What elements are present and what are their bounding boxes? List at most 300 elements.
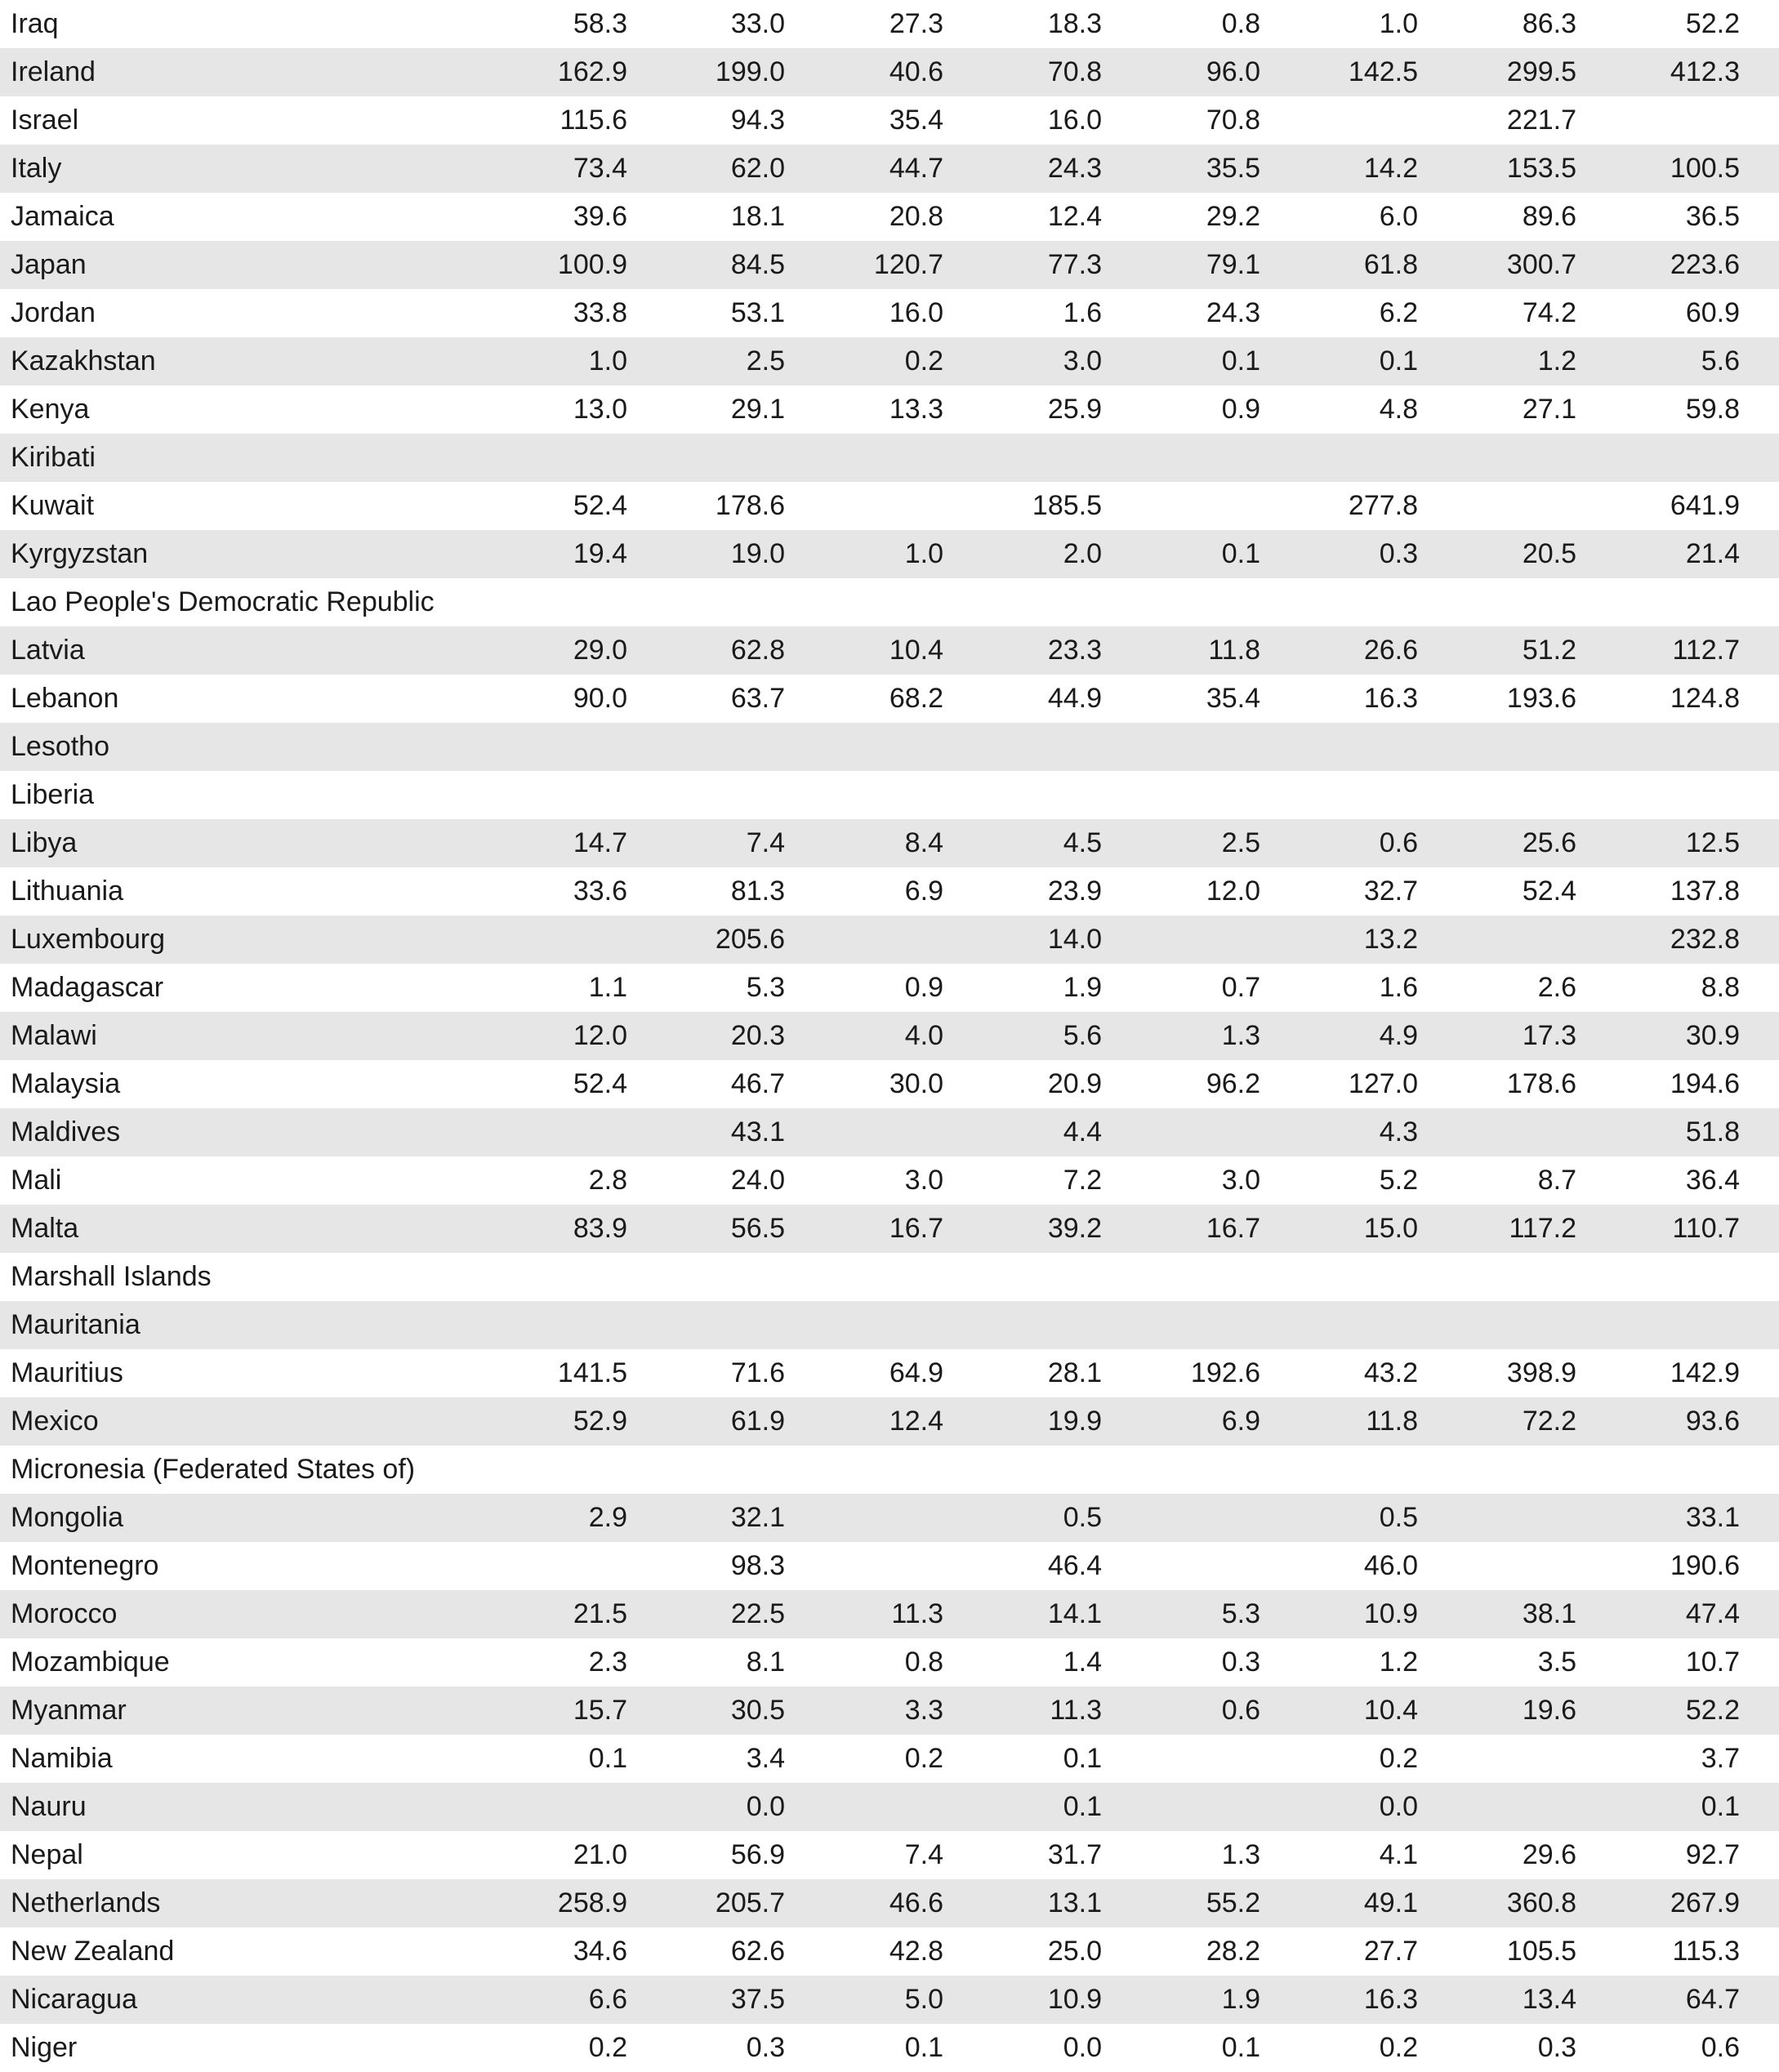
country-name-cell: Nepal <box>11 1839 83 1870</box>
country-name-cell: Myanmar <box>0 1687 505 1735</box>
value-cell: 38.1 <box>1418 1590 1576 1638</box>
value-cell: 6.0 <box>1379 201 1418 232</box>
value-cell: 40.6 <box>785 48 943 96</box>
value-cell: 8.1 <box>746 1646 785 1678</box>
value-cell: 1.3 <box>1221 1839 1260 1870</box>
value-cell: 190.6 <box>1670 1550 1740 1581</box>
country-name-cell: Mauritania <box>0 1301 505 1349</box>
value-cell: 51.2 <box>1418 626 1576 675</box>
table-row <box>0 1349 1779 1397</box>
value-cell: 12.5 <box>1576 819 1779 867</box>
country-name-cell: Kyrgyzstan <box>0 530 505 578</box>
country-name-cell: Iraq <box>11 8 59 39</box>
value-cell: 39.2 <box>943 1205 1102 1253</box>
value-cell: 52.2 <box>1576 1687 1779 1735</box>
country-name-cell: Ireland <box>0 48 505 96</box>
value-cell <box>785 1542 943 1590</box>
value-cell: 2.9 <box>505 1494 627 1542</box>
value-cell <box>505 1108 627 1156</box>
table-row <box>0 241 1779 289</box>
value-cell: 185.5 <box>1032 490 1102 521</box>
value-cell: 13.1 <box>943 1879 1102 1927</box>
value-cell: 115.3 <box>1672 1936 1740 1967</box>
country-name-cell: Mali <box>11 1165 62 1196</box>
value-cell: 19.4 <box>505 530 627 578</box>
table-row <box>0 1590 1779 1638</box>
value-cell: 1.1 <box>588 972 627 1003</box>
value-cell: 6.9 <box>1102 1397 1260 1446</box>
value-cell: 31.7 <box>1047 1839 1102 1870</box>
country-name-cell: Morocco <box>0 1590 505 1638</box>
value-cell <box>627 578 785 626</box>
value-cell <box>627 1253 785 1301</box>
value-cell: 3.4 <box>746 1743 785 1774</box>
country-name-cell: Kazakhstan <box>0 337 505 385</box>
value-cell: 30.0 <box>889 1068 943 1099</box>
value-cell: 16.7 <box>1102 1205 1260 1253</box>
table-row <box>0 1156 1779 1205</box>
value-cell: 3.7 <box>1701 1743 1740 1774</box>
value-cell <box>1102 578 1260 626</box>
value-cell: 11.8 <box>1102 626 1260 675</box>
value-cell <box>1418 1783 1576 1831</box>
value-cell: 60.9 <box>1685 297 1740 328</box>
value-cell: 3.0 <box>1221 1165 1260 1196</box>
value-cell: 11.8 <box>1260 1397 1418 1446</box>
value-cell: 33.1 <box>1576 1494 1779 1542</box>
value-cell <box>943 771 1102 819</box>
value-cell <box>785 1301 943 1349</box>
value-cell: 192.6 <box>1190 1357 1260 1388</box>
country-name-cell: Kuwait <box>11 490 95 521</box>
value-cell: 5.0 <box>785 1976 943 2024</box>
table-row <box>0 1301 1779 1349</box>
value-cell: 0.1 <box>588 1743 627 1774</box>
value-cell: 110.7 <box>1576 1205 1779 1253</box>
value-cell <box>785 482 943 530</box>
value-cell: 17.3 <box>1418 1012 1576 1060</box>
value-cell: 221.7 <box>1506 105 1576 136</box>
value-cell <box>943 1301 1102 1349</box>
value-cell <box>627 771 785 819</box>
table-row <box>0 1542 1779 1590</box>
value-cell <box>1260 1301 1418 1349</box>
value-cell: 29.2 <box>1206 201 1260 232</box>
value-cell: 16.3 <box>1260 1976 1418 2024</box>
value-cell: 13.3 <box>889 394 943 425</box>
value-cell: 0.9 <box>904 972 943 1003</box>
value-cell <box>1102 434 1260 482</box>
country-name-cell: Luxembourg <box>0 916 505 964</box>
value-cell: 137.8 <box>1670 876 1740 907</box>
value-cell: 89.6 <box>1522 201 1576 232</box>
value-cell <box>1576 96 1779 145</box>
value-cell <box>785 771 943 819</box>
value-cell <box>1260 723 1418 771</box>
value-cell: 2.5 <box>1102 819 1260 867</box>
value-cell <box>1102 1446 1260 1494</box>
value-cell: 21.0 <box>573 1839 627 1870</box>
country-name-cell: Maldives <box>0 1108 505 1156</box>
value-cell: 0.0 <box>1260 1783 1418 1831</box>
value-cell: 5.2 <box>1379 1165 1418 1196</box>
value-cell: 142.5 <box>1260 48 1418 96</box>
value-cell: 142.9 <box>1670 1357 1740 1388</box>
table-row <box>0 145 1779 193</box>
value-cell: 267.9 <box>1576 1879 1779 1927</box>
value-cell <box>785 723 943 771</box>
value-cell: 100.5 <box>1576 145 1779 193</box>
value-cell <box>1102 1735 1260 1783</box>
value-cell: 74.2 <box>1522 297 1576 328</box>
value-cell: 14.2 <box>1260 145 1418 193</box>
value-cell: 77.3 <box>943 241 1102 289</box>
value-cell: 30.9 <box>1576 1012 1779 1060</box>
value-cell: 29.6 <box>1522 1839 1576 1870</box>
country-name-cell: Mozambique <box>11 1646 170 1678</box>
value-cell: 1.0 <box>1379 8 1418 39</box>
value-cell <box>1260 434 1418 482</box>
value-cell: 96.2 <box>1206 1068 1260 1099</box>
country-name-cell: Nicaragua <box>0 1976 505 2024</box>
value-cell: 29.1 <box>730 394 785 425</box>
value-cell: 178.6 <box>715 490 785 521</box>
value-cell: 96.0 <box>1102 48 1260 96</box>
value-cell <box>1418 1108 1576 1156</box>
value-cell: 0.3 <box>1537 2032 1576 2063</box>
value-cell: 1.0 <box>785 530 943 578</box>
value-cell: 35.4 <box>889 105 943 136</box>
value-cell: 1.4 <box>1063 1646 1102 1678</box>
value-cell: 27.3 <box>889 8 943 39</box>
value-cell: 16.3 <box>1363 683 1418 714</box>
value-cell: 19.0 <box>627 530 785 578</box>
value-cell: 3.0 <box>943 337 1102 385</box>
value-cell: 300.7 <box>1418 241 1576 289</box>
value-cell: 299.5 <box>1418 48 1576 96</box>
value-cell <box>1418 723 1576 771</box>
value-cell: 199.0 <box>627 48 785 96</box>
value-cell: 6.2 <box>1379 297 1418 328</box>
value-cell <box>785 434 943 482</box>
value-cell: 16.7 <box>785 1205 943 1253</box>
value-cell: 1.6 <box>1379 972 1418 1003</box>
value-cell: 20.8 <box>889 201 943 232</box>
value-cell: 23.9 <box>1047 876 1102 907</box>
value-cell: 35.5 <box>1102 145 1260 193</box>
value-cell: 47.4 <box>1576 1590 1779 1638</box>
value-cell: 86.3 <box>1522 8 1576 39</box>
value-cell: 5.6 <box>943 1012 1102 1060</box>
value-cell: 22.5 <box>627 1590 785 1638</box>
country-name-cell: Malawi <box>0 1012 505 1060</box>
value-cell <box>785 1253 943 1301</box>
value-cell: 398.9 <box>1506 1357 1576 1388</box>
value-cell: 25.6 <box>1418 819 1576 867</box>
value-cell: 112.7 <box>1576 626 1779 675</box>
value-cell: 44.9 <box>1047 683 1102 714</box>
value-cell: 28.1 <box>1047 1357 1102 1388</box>
value-cell: 25.9 <box>1047 394 1102 425</box>
value-cell <box>1260 578 1418 626</box>
value-cell: 33.0 <box>730 8 785 39</box>
value-cell: 13.0 <box>573 394 627 425</box>
value-cell <box>1260 771 1418 819</box>
value-cell: 360.8 <box>1418 1879 1576 1927</box>
value-cell: 4.9 <box>1260 1012 1418 1060</box>
value-cell: 84.5 <box>627 241 785 289</box>
table-row <box>0 337 1779 385</box>
value-cell: 0.0 <box>1063 2032 1102 2063</box>
table-row <box>0 1253 1779 1301</box>
value-cell <box>1260 96 1418 145</box>
value-cell: 205.7 <box>627 1879 785 1927</box>
value-cell <box>943 578 1102 626</box>
value-cell <box>1102 723 1260 771</box>
value-cell: 83.9 <box>505 1205 627 1253</box>
value-cell: 19.9 <box>943 1397 1102 1446</box>
value-cell: 0.1 <box>1102 530 1260 578</box>
table-row <box>0 1638 1779 1687</box>
value-cell: 0.2 <box>785 337 943 385</box>
value-cell <box>1102 1108 1260 1156</box>
table-row <box>0 1205 1779 1253</box>
value-cell: 56.5 <box>627 1205 785 1253</box>
country-name-cell: Mongolia <box>0 1494 505 1542</box>
table-row <box>0 1783 1779 1831</box>
value-cell: 16.0 <box>1047 105 1102 136</box>
value-cell <box>1576 1253 1779 1301</box>
value-cell: 70.8 <box>943 48 1102 96</box>
value-cell: 2.5 <box>627 337 785 385</box>
country-name-cell: Montenegro <box>11 1550 159 1581</box>
value-cell: 1.3 <box>1102 1012 1260 1060</box>
value-cell: 4.8 <box>1379 394 1418 425</box>
value-cell: 21.4 <box>1576 530 1779 578</box>
country-name-cell: Japan <box>0 241 505 289</box>
table-row <box>0 385 1779 434</box>
value-cell: 4.0 <box>785 1012 943 1060</box>
value-cell: 10.4 <box>1260 1687 1418 1735</box>
value-cell: 23.3 <box>943 626 1102 675</box>
value-cell: 36.5 <box>1685 201 1740 232</box>
table-row <box>0 964 1779 1012</box>
value-cell: 5.6 <box>1576 337 1779 385</box>
value-cell: 71.6 <box>730 1357 785 1388</box>
value-cell: 36.4 <box>1685 1165 1740 1196</box>
value-cell: 53.1 <box>730 297 785 328</box>
table-row <box>0 48 1779 96</box>
country-name-cell: Malaysia <box>11 1068 121 1099</box>
value-cell: 232.8 <box>1576 916 1779 964</box>
value-cell: 42.8 <box>889 1936 943 1967</box>
value-cell: 44.7 <box>785 145 943 193</box>
value-cell <box>785 578 943 626</box>
value-cell <box>505 723 627 771</box>
value-cell <box>1418 771 1576 819</box>
value-cell: 20.5 <box>1418 530 1576 578</box>
value-cell: 15.0 <box>1260 1205 1418 1253</box>
value-cell: 93.6 <box>1576 1397 1779 1446</box>
country-name-cell: Marshall Islands <box>11 1261 212 1292</box>
country-name-cell: Lesotho <box>0 723 505 771</box>
country-name-cell: Lao People's Democratic Republic <box>11 586 435 617</box>
value-cell: 7.4 <box>627 819 785 867</box>
value-cell <box>1102 1494 1260 1542</box>
value-cell <box>1102 1783 1260 1831</box>
table-row <box>0 1687 1779 1735</box>
country-name-cell: Malta <box>0 1205 505 1253</box>
table-row <box>0 819 1779 867</box>
value-cell: 0.0 <box>627 1783 785 1831</box>
value-cell <box>1418 1735 1576 1783</box>
value-cell: 1.6 <box>1063 297 1102 328</box>
value-cell: 28.2 <box>1206 1936 1260 1967</box>
value-cell: 193.6 <box>1506 683 1576 714</box>
value-cell: 0.1 <box>1102 337 1260 385</box>
value-cell: 8.7 <box>1537 1165 1576 1196</box>
value-cell: 2.6 <box>1537 972 1576 1003</box>
value-cell: 10.7 <box>1685 1646 1740 1678</box>
value-cell: 16.0 <box>889 297 943 328</box>
table-row <box>0 1879 1779 1927</box>
value-cell: 81.3 <box>730 876 785 907</box>
value-cell: 43.2 <box>1363 1357 1418 1388</box>
value-cell <box>1418 1542 1576 1590</box>
value-cell: 4.5 <box>943 819 1102 867</box>
value-cell: 4.4 <box>943 1108 1102 1156</box>
value-cell: 124.8 <box>1670 683 1740 714</box>
country-name-cell: Mauritius <box>11 1357 123 1388</box>
value-cell: 14.0 <box>943 916 1102 964</box>
value-cell: 21.5 <box>505 1590 627 1638</box>
value-cell <box>1576 434 1779 482</box>
value-cell: 63.7 <box>730 683 785 714</box>
value-cell: 0.1 <box>904 2032 943 2063</box>
table-row <box>0 1012 1779 1060</box>
value-cell <box>627 1446 785 1494</box>
value-cell: 120.7 <box>785 241 943 289</box>
value-cell <box>627 1301 785 1349</box>
table-row <box>0 530 1779 578</box>
value-cell: 79.1 <box>1102 241 1260 289</box>
value-cell: 92.7 <box>1685 1839 1740 1870</box>
value-cell <box>1576 723 1779 771</box>
value-cell: 18.3 <box>1047 8 1102 39</box>
value-cell: 62.6 <box>730 1936 785 1967</box>
value-cell: 277.8 <box>1348 490 1418 521</box>
table-row <box>0 0 1779 48</box>
value-cell: 100.9 <box>505 241 627 289</box>
value-cell: 26.6 <box>1260 626 1418 675</box>
table-row <box>0 2024 1779 2072</box>
value-cell: 0.6 <box>1701 2032 1740 2063</box>
value-cell: 33.8 <box>573 297 627 328</box>
country-name-cell: Namibia <box>11 1743 113 1774</box>
value-cell: 32.1 <box>627 1494 785 1542</box>
table-row <box>0 916 1779 964</box>
value-cell: 8.4 <box>785 819 943 867</box>
value-cell: 29.0 <box>505 626 627 675</box>
value-cell: 412.3 <box>1576 48 1779 96</box>
value-cell: 43.1 <box>627 1108 785 1156</box>
value-cell: 34.6 <box>573 1936 627 1967</box>
value-cell: 30.5 <box>627 1687 785 1735</box>
value-cell: 13.2 <box>1260 916 1418 964</box>
value-cell: 0.2 <box>1379 2032 1418 2063</box>
value-cell <box>627 434 785 482</box>
value-cell: 7.4 <box>904 1839 943 1870</box>
value-cell: 70.8 <box>1206 105 1260 136</box>
value-cell <box>505 1783 627 1831</box>
value-cell: 61.9 <box>627 1397 785 1446</box>
value-cell <box>505 1446 627 1494</box>
value-cell: 0.1 <box>943 1783 1102 1831</box>
table-row <box>0 434 1779 482</box>
value-cell: 52.9 <box>505 1397 627 1446</box>
table-row <box>0 289 1779 337</box>
value-cell: 258.9 <box>505 1879 627 1927</box>
value-cell <box>1102 771 1260 819</box>
value-cell <box>505 578 627 626</box>
value-cell: 11.3 <box>785 1590 943 1638</box>
value-cell: 0.2 <box>588 2032 627 2063</box>
table-row <box>0 626 1779 675</box>
value-cell: 141.5 <box>557 1357 627 1388</box>
value-cell: 49.1 <box>1260 1879 1418 1927</box>
value-cell <box>1418 482 1576 530</box>
value-cell: 72.2 <box>1418 1397 1576 1446</box>
value-cell: 27.7 <box>1363 1936 1418 1967</box>
country-name-cell: Madagascar <box>11 972 164 1003</box>
value-cell: 27.1 <box>1522 394 1576 425</box>
value-cell: 10.9 <box>943 1976 1102 2024</box>
value-cell: 55.2 <box>1102 1879 1260 1927</box>
value-cell: 205.6 <box>627 916 785 964</box>
value-cell <box>1418 916 1576 964</box>
value-cell <box>1260 1446 1418 1494</box>
country-name-cell: Jordan <box>11 297 96 328</box>
value-cell: 0.6 <box>1260 819 1418 867</box>
value-cell: 0.2 <box>1379 1743 1418 1774</box>
value-cell: 0.6 <box>1102 1687 1260 1735</box>
table-row <box>0 1397 1779 1446</box>
value-cell <box>1102 1542 1260 1590</box>
value-cell: 0.5 <box>1260 1494 1418 1542</box>
value-cell <box>1576 1446 1779 1494</box>
value-cell: 3.0 <box>904 1165 943 1196</box>
table-row <box>0 723 1779 771</box>
value-cell: 18.1 <box>730 201 785 232</box>
value-cell: 6.6 <box>505 1976 627 2024</box>
value-cell <box>1102 482 1260 530</box>
value-cell: 6.9 <box>904 876 943 907</box>
value-cell: 24.3 <box>943 145 1102 193</box>
value-cell: 2.0 <box>943 530 1102 578</box>
value-cell: 5.3 <box>1102 1590 1260 1638</box>
value-cell: 12.4 <box>785 1397 943 1446</box>
value-cell: 51.8 <box>1576 1108 1779 1156</box>
value-cell: 35.4 <box>1206 683 1260 714</box>
value-cell: 37.5 <box>627 1976 785 2024</box>
value-cell: 194.6 <box>1670 1068 1740 1099</box>
value-cell: 0.1 <box>1576 1783 1779 1831</box>
value-cell: 1.9 <box>1063 972 1102 1003</box>
value-cell: 0.3 <box>1260 530 1418 578</box>
value-cell: 98.3 <box>730 1550 785 1581</box>
value-cell: 0.3 <box>746 2032 785 2063</box>
value-cell <box>943 434 1102 482</box>
